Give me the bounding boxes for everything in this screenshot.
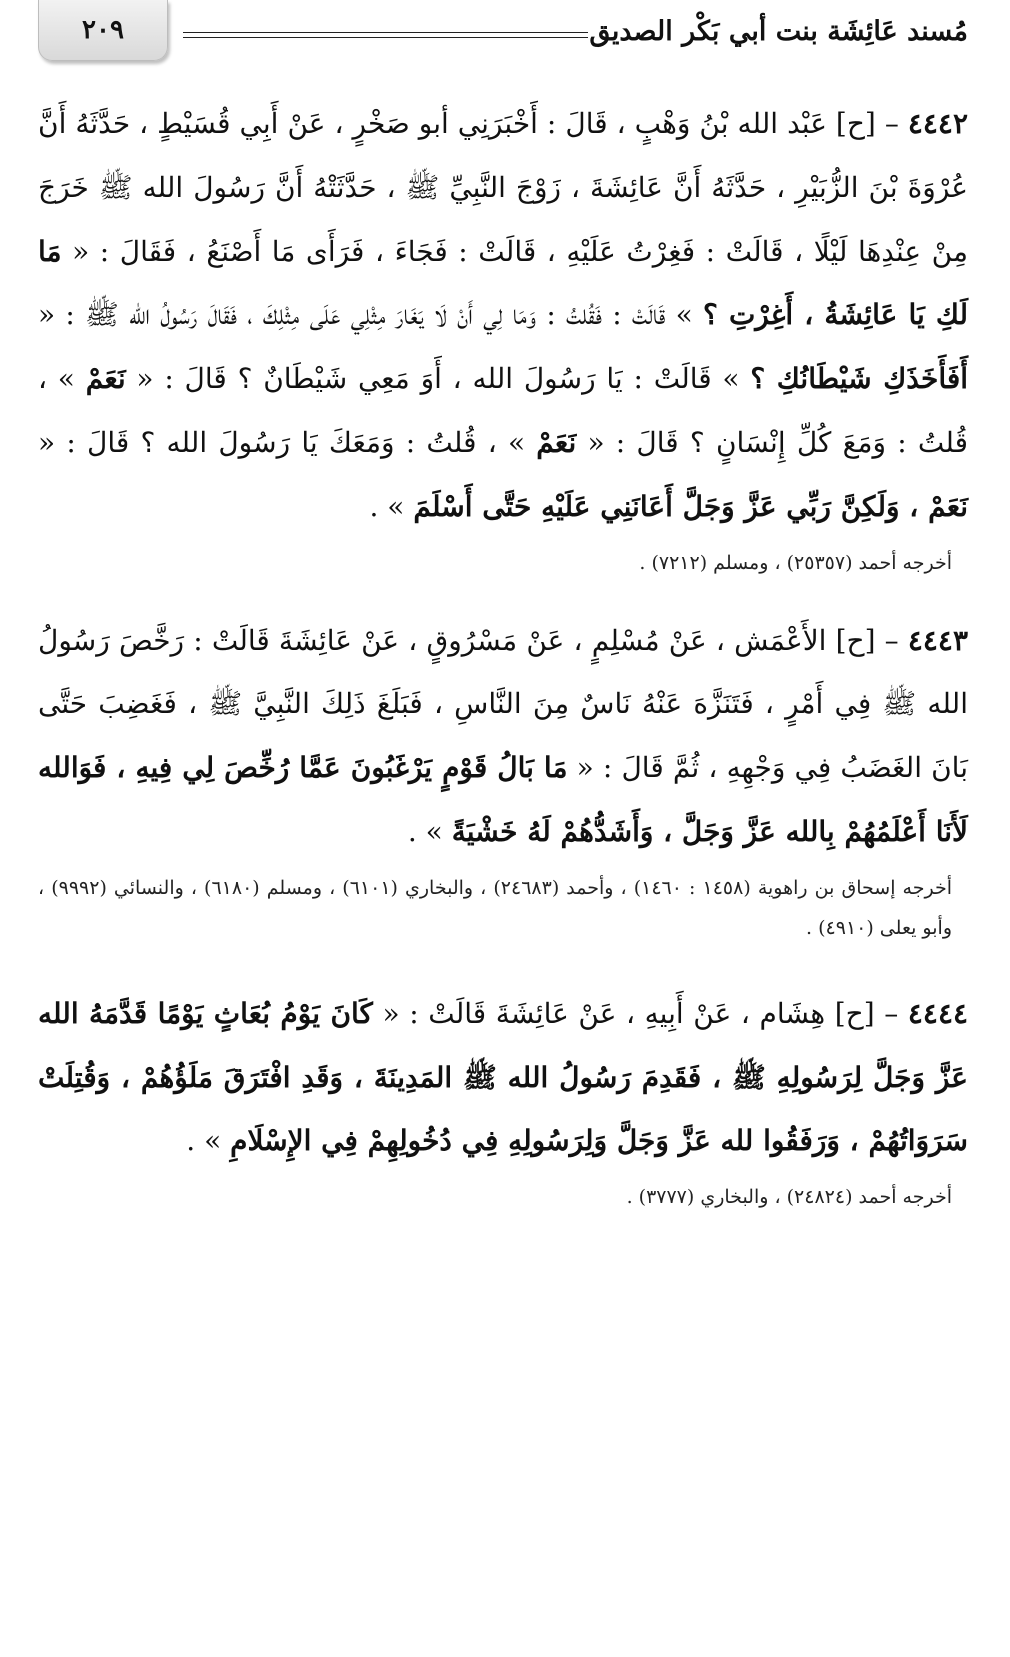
hadith-4442: [38, 92, 968, 539]
takhrij-source: أخرجه أحمد (٢٥٣٥٧) ، ومسلم (٧٢١٢) .: [639, 551, 952, 574]
prophetic-quote: نَعَمْ: [536, 425, 577, 459]
hadith-text: » قَالَتْ : يَا رَسُولَ الله ، أَوَ مَعِي شَيْطَانٌ ؟ قَالَ : «: [125, 362, 751, 396]
takhrij-source: أخرجه إسحاق بن راهوية (١٤٥٨ : ١٤٦٠) ، وأحمد (٢٤٦٨٣) ، والبخاري (٦١٠١) ، ومسلم (٦١٨٠) ، والنسائي (٩٩٩٢) ، وأبو يعلى (٤٩١٠) .: [38, 876, 952, 939]
page-header: [38, 0, 968, 68]
hadith-text: – [ح] هِشَام ، عَنْ أَبِيهِ ، عَنْ عَائِشَةَ قَالَتْ : «: [372, 996, 908, 1030]
prophetic-quote: أَفَأَخَذَكِ شَيْطَانُكِ ؟: [750, 362, 969, 396]
prophetic-quote: مَا بَالُ قَوْمٍ يَرْغَبُونَ عَمَّا رُخِّصَ لِي فِيهِ ، فَوَالله لَأَنَا أَعْلَمُهُمْ بِالله عَزَّ وَجَلَّ ، وَأَشَدُّهُمْ لَهُ خَشْيَةً: [38, 751, 968, 848]
hadith-text: » .: [369, 489, 414, 523]
hadith-number: ٤٤٤٤: [907, 996, 969, 1030]
hadith-text: » .: [186, 1124, 231, 1158]
hadith-number: ٤٤٤٣: [907, 623, 968, 657]
hadith-number: ٤٤٤٢: [907, 107, 968, 140]
hadith-text: – [ح] الأَعْمَش ، عَنْ مُسْلِمٍ ، عَنْ مَسْرُوقٍ ، عَنْ عَائِشَةَ قَالَتْ : رَخَّصَ رَسُولُ الله ﷺ فِي أَمْرٍ ، فَتَنَزَّهَ عَنْهُ نَاسٌ مِنَ النَّاسِ ، فَبَلَغَ ذَلِكَ النَّبِيَّ ﷺ ، فَغَضِبَ حَتَّى بَانَ الغَضَبُ فِي وَجْهِهِ ، ثُمَّ قَالَ : «: [38, 623, 969, 785]
hadith-text: » ، قُلتُ : وَمَعَكَ يَا رَسُولَ الله ؟ قَالَ : «: [38, 425, 537, 459]
page-content: [38, 92, 968, 1217]
hadith-text: » ، قُلتُ : وَمَعَ كُلِّ إِنْسَانٍ ؟ قَالَ : «: [38, 362, 968, 459]
prophetic-quote: نَعَمْ: [85, 362, 126, 396]
prophetic-quote: نَعَمْ ، وَلَكِنَّ رَبِّي عَزَّ وَجَلَّ أَعَانَنِي عَلَيْهِ حَتَّى أَسْلَمَ: [413, 489, 968, 523]
quoted-report: كَانَ يَوْمُ بُعَاثٍ يَوْمًا قَدَّمَهُ الله عَزَّ وَجَلَّ لِرَسُولِهِ ﷺ ، فَقَدِمَ رَسُولُ الله ﷺ المَدِينَةَ ، وَقَدِ افْتَرَقَ مَلَؤُهُمْ ، وَقُتِلَتْ سَرَوَاتُهُمْ ، وَرَفَقُوا لله عَزَّ وَجَلَّ وَلِرَسُولِهِ فِي دُخُولِهِمْ فِي الإِسْلَامِ: [38, 996, 968, 1158]
hadith-4444: [38, 982, 968, 1173]
hadith-text: » .: [407, 814, 452, 848]
hadith-text: » قَالَتْ : فَقُلتُ : وَمَا لِي أَنْ لَا يَغَارَ مِثْلِي عَلَى مِثْلِكَ ، فَقَالَ رَسُولُ الله ﷺ : «: [38, 298, 703, 332]
section-gap: [38, 583, 968, 609]
prophetic-quote: مَا لَكِ يَا عَائِشَةُ ، أَغِرْتِ ؟: [38, 234, 969, 332]
page-number-badge: ٢٠٩: [38, 0, 168, 61]
header-rule: [183, 32, 588, 38]
takhrij-source: أخرجه أحمد (٢٤٨٢٤) ، والبخاري (٣٧٧٧) .: [626, 1186, 952, 1209]
hadith-4443: [38, 609, 968, 864]
section-gap: [38, 948, 968, 982]
running-title: مُسند عَائِشَة بنت أبي بَكْر الصديق: [589, 16, 968, 47]
hadith-text: – [ح] عَبْد الله بْنُ وَهْبٍ ، قَالَ : أَخْبَرَنِي أبو صَخْرٍ ، عَنْ أَبِي قُسَيْطٍ ، حَدَّثَهُ أَنَّ عُرْوَةَ بْنَ الزُّبَيْرِ ، حَدَّثَهُ أَنَّ عَائِشَةَ ، زَوْجَ النَّبِيِّ ﷺ ، حَدَّثَتْهُ أَنَّ رَسُولَ الله ﷺ خَرَجَ مِنْ عِنْدِهَا لَيْلًا ، قَالَتْ : فَغِرْتُ عَلَيْهِ ، قَالَتْ : فَجَاءَ ، فَرَأَى مَا أَصْنَعُ ، فَقَالَ : «: [38, 107, 968, 268]
